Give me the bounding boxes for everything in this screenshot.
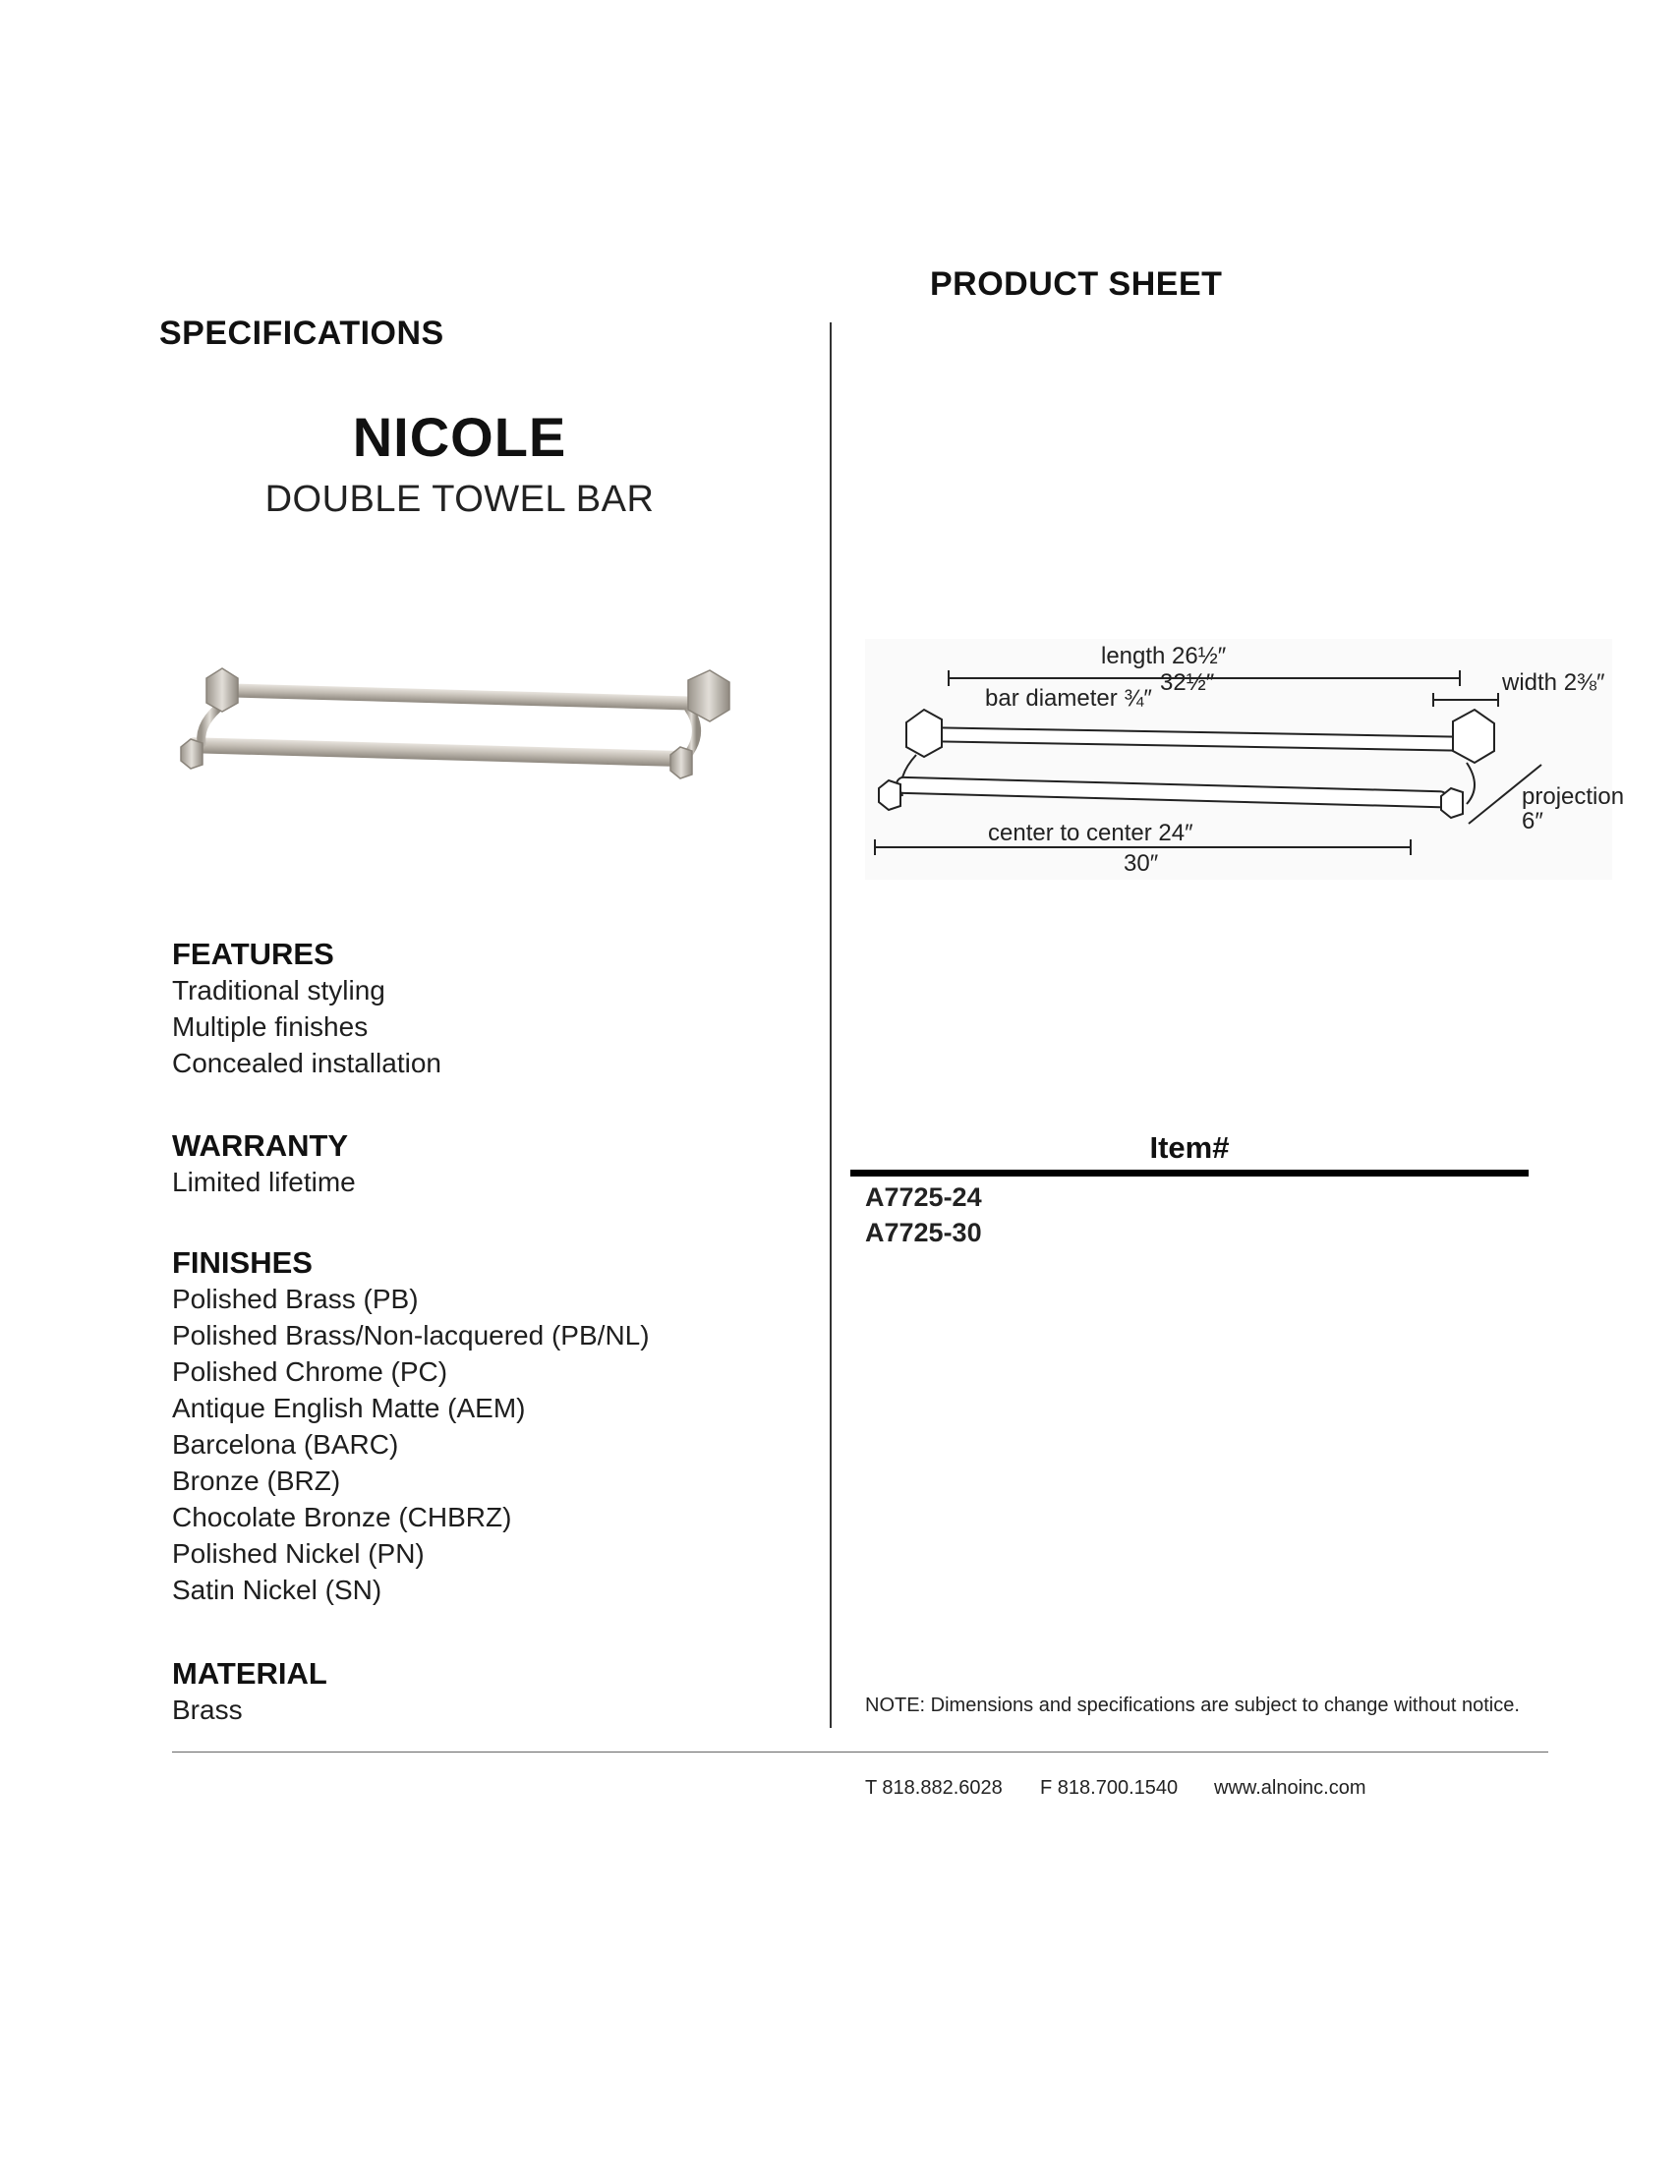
column-divider [830, 322, 832, 1728]
finish-item: Barcelona (BARC) [172, 1429, 399, 1460]
item-code: A7725-24 [865, 1182, 982, 1212]
footer-rule [172, 1752, 1548, 1753]
product-name: NICOLE [352, 406, 567, 468]
finish-item: Polished Brass/Non-lacquered (PB/NL) [172, 1320, 650, 1351]
product-sheet-heading: PRODUCT SHEET [930, 265, 1223, 303]
feature-item: Concealed installation [172, 1048, 441, 1078]
finish-item: Polished Nickel (PN) [172, 1538, 425, 1569]
length-alt-label: 32½″ [1160, 669, 1215, 696]
item-code: A7725-30 [865, 1218, 982, 1247]
specifications-heading: SPECIFICATIONS [159, 315, 444, 352]
features-heading: FEATURES [172, 937, 334, 971]
footer-fax: F 818.700.1540 [1040, 1777, 1179, 1799]
material-section [172, 1656, 327, 1728]
warranty-item: Limited lifetime [172, 1167, 356, 1197]
upper-bar [206, 683, 718, 712]
center-alt-label: 30″ [1124, 850, 1159, 877]
finish-item: Satin Nickel (SN) [172, 1575, 382, 1605]
finish-item: Chocolate Bronze (CHBRZ) [172, 1502, 512, 1532]
finishes-heading: FINISHES [172, 1245, 313, 1280]
warranty-heading: WARRANTY [172, 1128, 349, 1163]
right-mount-post [688, 670, 729, 721]
item-number-heading: Item# [1149, 1130, 1230, 1165]
dimensions-note: NOTE: Dimensions and specifications are subject to change without notice. [865, 1695, 1520, 1716]
feature-item: Multiple finishes [172, 1011, 369, 1042]
item-codes [865, 1179, 982, 1250]
finish-item: Antique English Matte (AEM) [172, 1393, 526, 1423]
finishes-section [172, 1245, 650, 1608]
finish-item: Bronze (BRZ) [172, 1466, 341, 1496]
center-label: center to center 24″ [988, 820, 1193, 846]
material-heading: MATERIAL [172, 1656, 327, 1691]
features-section [172, 937, 441, 1081]
product-type: DOUBLE TOWEL BAR [264, 479, 655, 520]
warranty-section [172, 1128, 356, 1200]
footer-phone: T 818.882.6028 [865, 1777, 1003, 1799]
length-label: length 26½″ [1101, 643, 1227, 669]
dimension-diagram [865, 639, 1625, 880]
product-photo [167, 649, 757, 816]
finish-item: Polished Chrome (PC) [172, 1356, 448, 1387]
finish-item: Polished Brass (PB) [172, 1284, 419, 1314]
lower-bar [187, 737, 683, 767]
projection-value: 6″ [1522, 808, 1543, 834]
left-mount-post [206, 668, 238, 712]
projection-label: projection [1522, 783, 1625, 810]
item-table-rule [850, 1170, 1529, 1177]
right-bar-end [670, 747, 692, 778]
left-bar-end [181, 739, 203, 769]
width-label: width 2⅜″ [1502, 669, 1605, 696]
feature-item: Traditional styling [172, 975, 385, 1006]
footer-website-link[interactable]: www.alnoinc.com [1214, 1777, 1366, 1799]
bar-diameter-label: bar diameter ¾″ [985, 685, 1152, 712]
material-item: Brass [172, 1695, 243, 1725]
